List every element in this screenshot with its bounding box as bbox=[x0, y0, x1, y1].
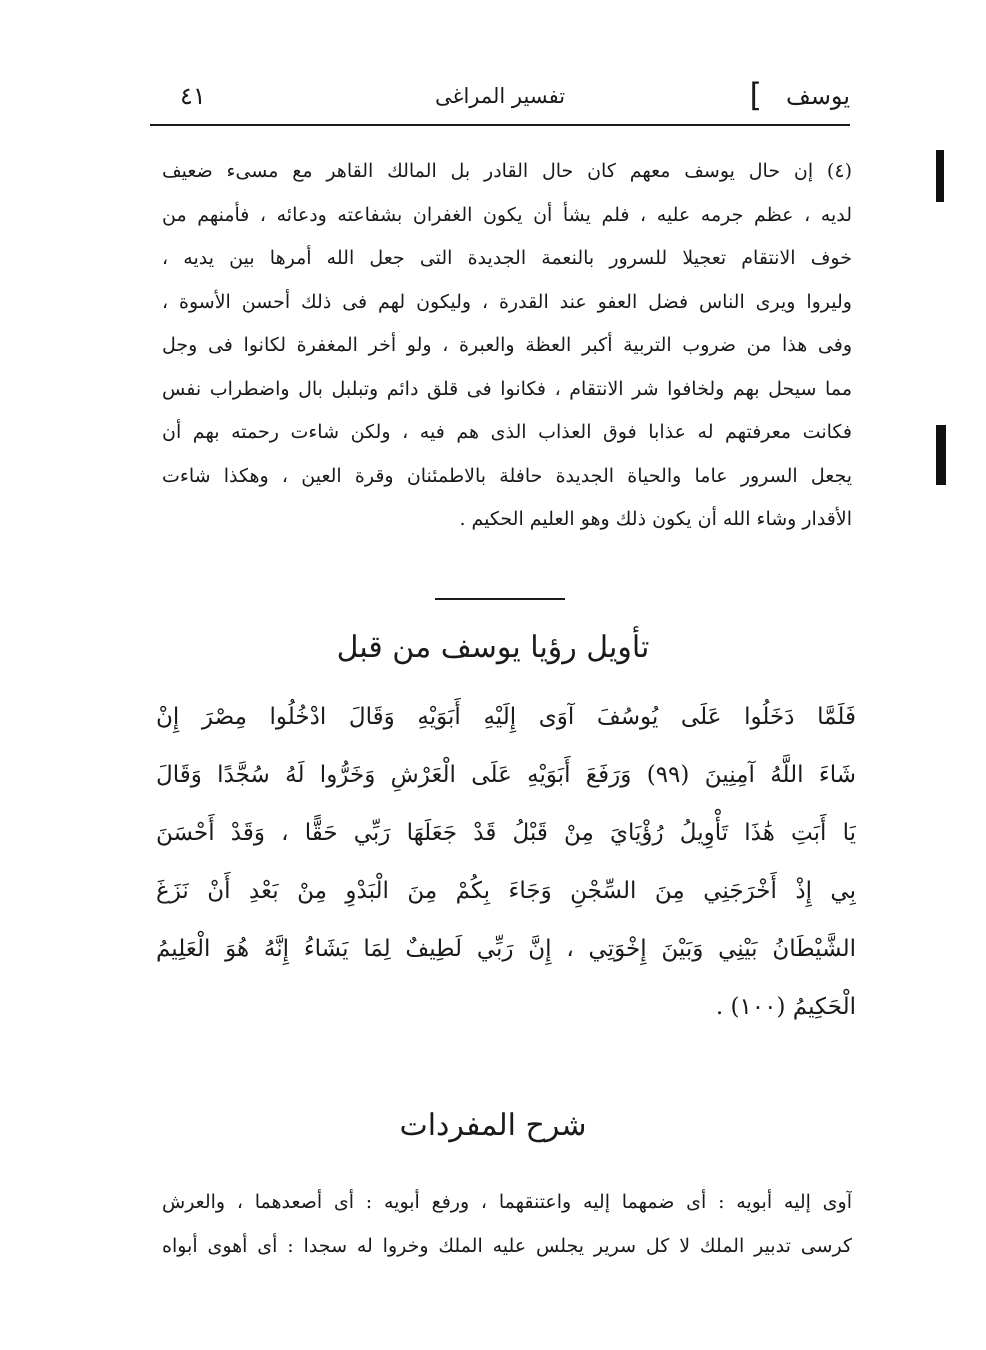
text-line: كرسى تدبير الملك لا كل سرير يجلس عليه الملك وخروا له سجدا : أى أهوى أبواه bbox=[162, 1235, 852, 1257]
scan-mark bbox=[936, 425, 946, 485]
running-header bbox=[150, 78, 850, 118]
verse-line: بِي إِذْ أَخْرَجَنِي مِنَ السِّجْنِ وَجَاءَ بِكُمْ مِنَ الْبَدْوِ مِنْ بَعْدِ أَنْ نَزَغَ bbox=[156, 878, 856, 904]
verse-line: الْحَكِيمُ (١٠٠) . bbox=[715, 994, 856, 1020]
text-line: لديه ، عظم جرمه عليه ، فلم يشأ أن يكون الغفران بشفاعته ودعائه ، فأمنهم من bbox=[162, 203, 852, 226]
scan-mark bbox=[936, 150, 944, 202]
text-line: وفى هذا من ضروب التربية أكبر العظة والعبرة ، ولو أخر المغفرة لكانوا فى وجل bbox=[162, 334, 852, 356]
text-line: (٤) إن حال يوسف معهم كان حال القادر بل المالك القاهر مع مسىء ضعيف bbox=[162, 160, 852, 182]
text-line: الأقدار وشاء الله أن يكون ذلك وهو العليم الحكيم . bbox=[459, 508, 852, 530]
vocabulary-paragraph bbox=[162, 1180, 852, 1268]
header-bracket: ] bbox=[749, 76, 762, 114]
header-book-title: تفسير المراغى bbox=[434, 84, 566, 108]
text-line: آوى إليه أبويه : أى ضمهما إليه واعتنقهما ، ورفع أبويه : أى أصعدهما ، والعرش bbox=[162, 1191, 852, 1213]
verse-line: يَا أَبَتِ هَٰذَا تَأْوِيلُ رُؤْيَايَ مِنْ قَبْلُ قَدْ جَعَلَهَا رَبِّي حَقًّا ، وَقَدْ أَحْسَنَ bbox=[156, 820, 856, 846]
text-line: مما سيحل بهم ولخافوا شر الانتقام ، فكانوا فى قلق دائم وتبلبل بال واضطراب نفس bbox=[162, 377, 852, 400]
section-heading: تأويل رؤيا يوسف من قبل bbox=[336, 630, 650, 665]
verse-line: شَاءَ اللَّهُ آمِنِينَ (٩٩) وَرَفَعَ أَبَوَيْهِ عَلَى الْعَرْشِ وَخَرُّوا لَهُ سُجَّدًا وَقَالَ bbox=[156, 762, 856, 788]
vocabulary-heading: شرح المفردات bbox=[399, 1108, 587, 1143]
text-line: وليروا ويرى الناس فضل العفو عند القدرة ، وليكون لهم فى ذلك أحسن الأسوة ، bbox=[162, 290, 852, 313]
quran-verse-block bbox=[156, 688, 856, 1036]
verse-line: فَلَمَّا دَخَلُوا عَلَى يُوسُفَ آوَى إِلَيْهِ أَبَوَيْهِ وَقَالَ ادْخُلُوا مِصْرَ إِنْ bbox=[156, 704, 856, 730]
text-line: يجعل السرور عاما والحياة الجديدة حافلة بالاطمئنان وقرة العين ، وهكذا شاءت bbox=[162, 464, 852, 487]
section-separator bbox=[435, 598, 565, 600]
verse-line: الشَّيْطَانُ بَيْنِي وَبَيْنَ إِخْوَتِي ، إِنَّ رَبِّي لَطِيفٌ لِمَا يَشَاءُ إِنَّهُ هُوَ الْعَلِيمُ bbox=[156, 936, 856, 962]
header-rule bbox=[150, 124, 850, 126]
commentary-paragraph bbox=[162, 150, 852, 542]
header-page-number: ٤١ bbox=[180, 82, 206, 110]
text-line: خوف الانتقام تعجيلا للسرور بالنعمة الجديدة التى جعل الله أمرها بين يديه ، bbox=[162, 247, 852, 269]
header-sura-name: يوسف bbox=[785, 82, 850, 110]
text-line: فكانت معرفتهم له عذابا فوق العذاب الذى هم فيه ، ولكن شاءت رحمته بهم أن bbox=[162, 421, 852, 443]
